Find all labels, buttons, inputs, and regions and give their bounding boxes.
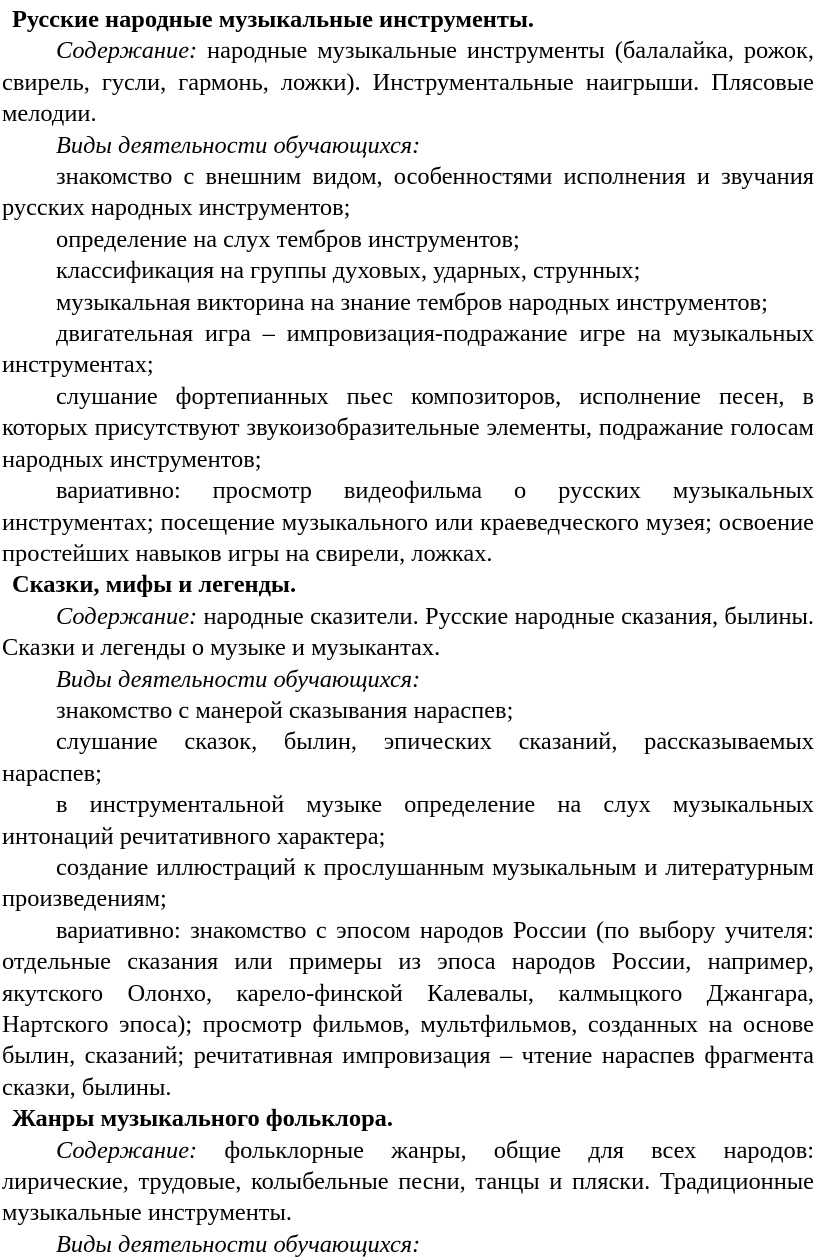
section-instruments xyxy=(2,4,814,569)
activities-label: Виды деятельности обучающихся: xyxy=(56,131,421,159)
activity-item: определение на слух тембров инструментов; xyxy=(56,225,520,253)
activity-item: знакомство с внешним видом, особенностями исполнения и звучания русских народных инструментов; xyxy=(2,163,814,222)
content-text: фольклорные жанры, общие для всех народов: лирические, трудовые, колыбельные песни, танцы и пляски. Традиционные музыкальные инструменты. xyxy=(2,1136,814,1227)
content-text: народные сказители. Русские народные сказания, былины. Сказки и легенды о музыке и музыкантах. xyxy=(2,602,814,662)
content-label: Содержание: xyxy=(56,37,198,65)
section-title: Русские народные музыкальные инструменты. xyxy=(12,6,534,33)
activities-label: Виды деятельности обучающихся: xyxy=(56,665,421,693)
activity-item: знакомство с манерой сказывания нараспев; xyxy=(56,696,514,724)
activities-label: Виды деятельности обучающихся: xyxy=(56,1230,421,1258)
content-paragraph xyxy=(2,35,814,129)
content-text: народные музыкальные инструменты (балалайка, рожок, свирель, гусли, гармонь, ложки). Инструментальные наигрыши. Плясовые мелодии. xyxy=(2,37,814,128)
activity-item: классификация на группы духовых, ударных, струнных; xyxy=(56,257,641,285)
activity-item: вариативно: знакомство с эпосом народов России (по выбору учителя: отдельные сказания или примеры из эпоса народов России, например, якутского Олонхо, карело-финской Калевалы, калмыцкого Джангара, Нартского эпоса); просмотр фильмов, мультфильмов, созданных на основе былин, сказаний; речитативная импровизация – чтение нараспев фрагмента сказки, былины. xyxy=(2,916,814,1101)
content-label: Содержание: xyxy=(56,1136,198,1164)
content-paragraph xyxy=(2,601,814,664)
section-title: Жанры музыкального фольклора. xyxy=(12,1105,393,1133)
content-paragraph xyxy=(2,1135,814,1229)
section-tales xyxy=(2,569,814,1103)
activity-item: слушание фортепианных пьес композиторов, исполнение песен, в которых присутствуют звукоизобразительные элементы, подражание голосам народных инструментов; xyxy=(2,382,814,473)
section-title: Сказки, мифы и легенды. xyxy=(12,571,297,599)
activity-item: музыкальная викторина на знание тембров народных инструментов; xyxy=(56,288,768,316)
section-folklore-genres xyxy=(2,1103,814,1260)
content-label: Содержание: xyxy=(56,602,198,630)
activity-item: создание иллюстраций к прослушанным музыкальным и литературным произведениям; xyxy=(2,853,814,913)
activity-item: слушание сказок, былин, эпических сказаний, рассказываемых нараспев; xyxy=(2,728,814,787)
activity-item: в инструментальной музыке определение на слух музыкальных интонаций речитативного характера; xyxy=(2,791,814,850)
activity-item: двигательная игра – импровизация-подражание игре на музыкальных инструментах; xyxy=(2,320,814,379)
activity-item: вариативно: просмотр видеофильма о русских музыкальных инструментах; посещение музыкального или краеведческого музея; освоение простейших навыков игры на свирели, ложках. xyxy=(2,477,814,567)
